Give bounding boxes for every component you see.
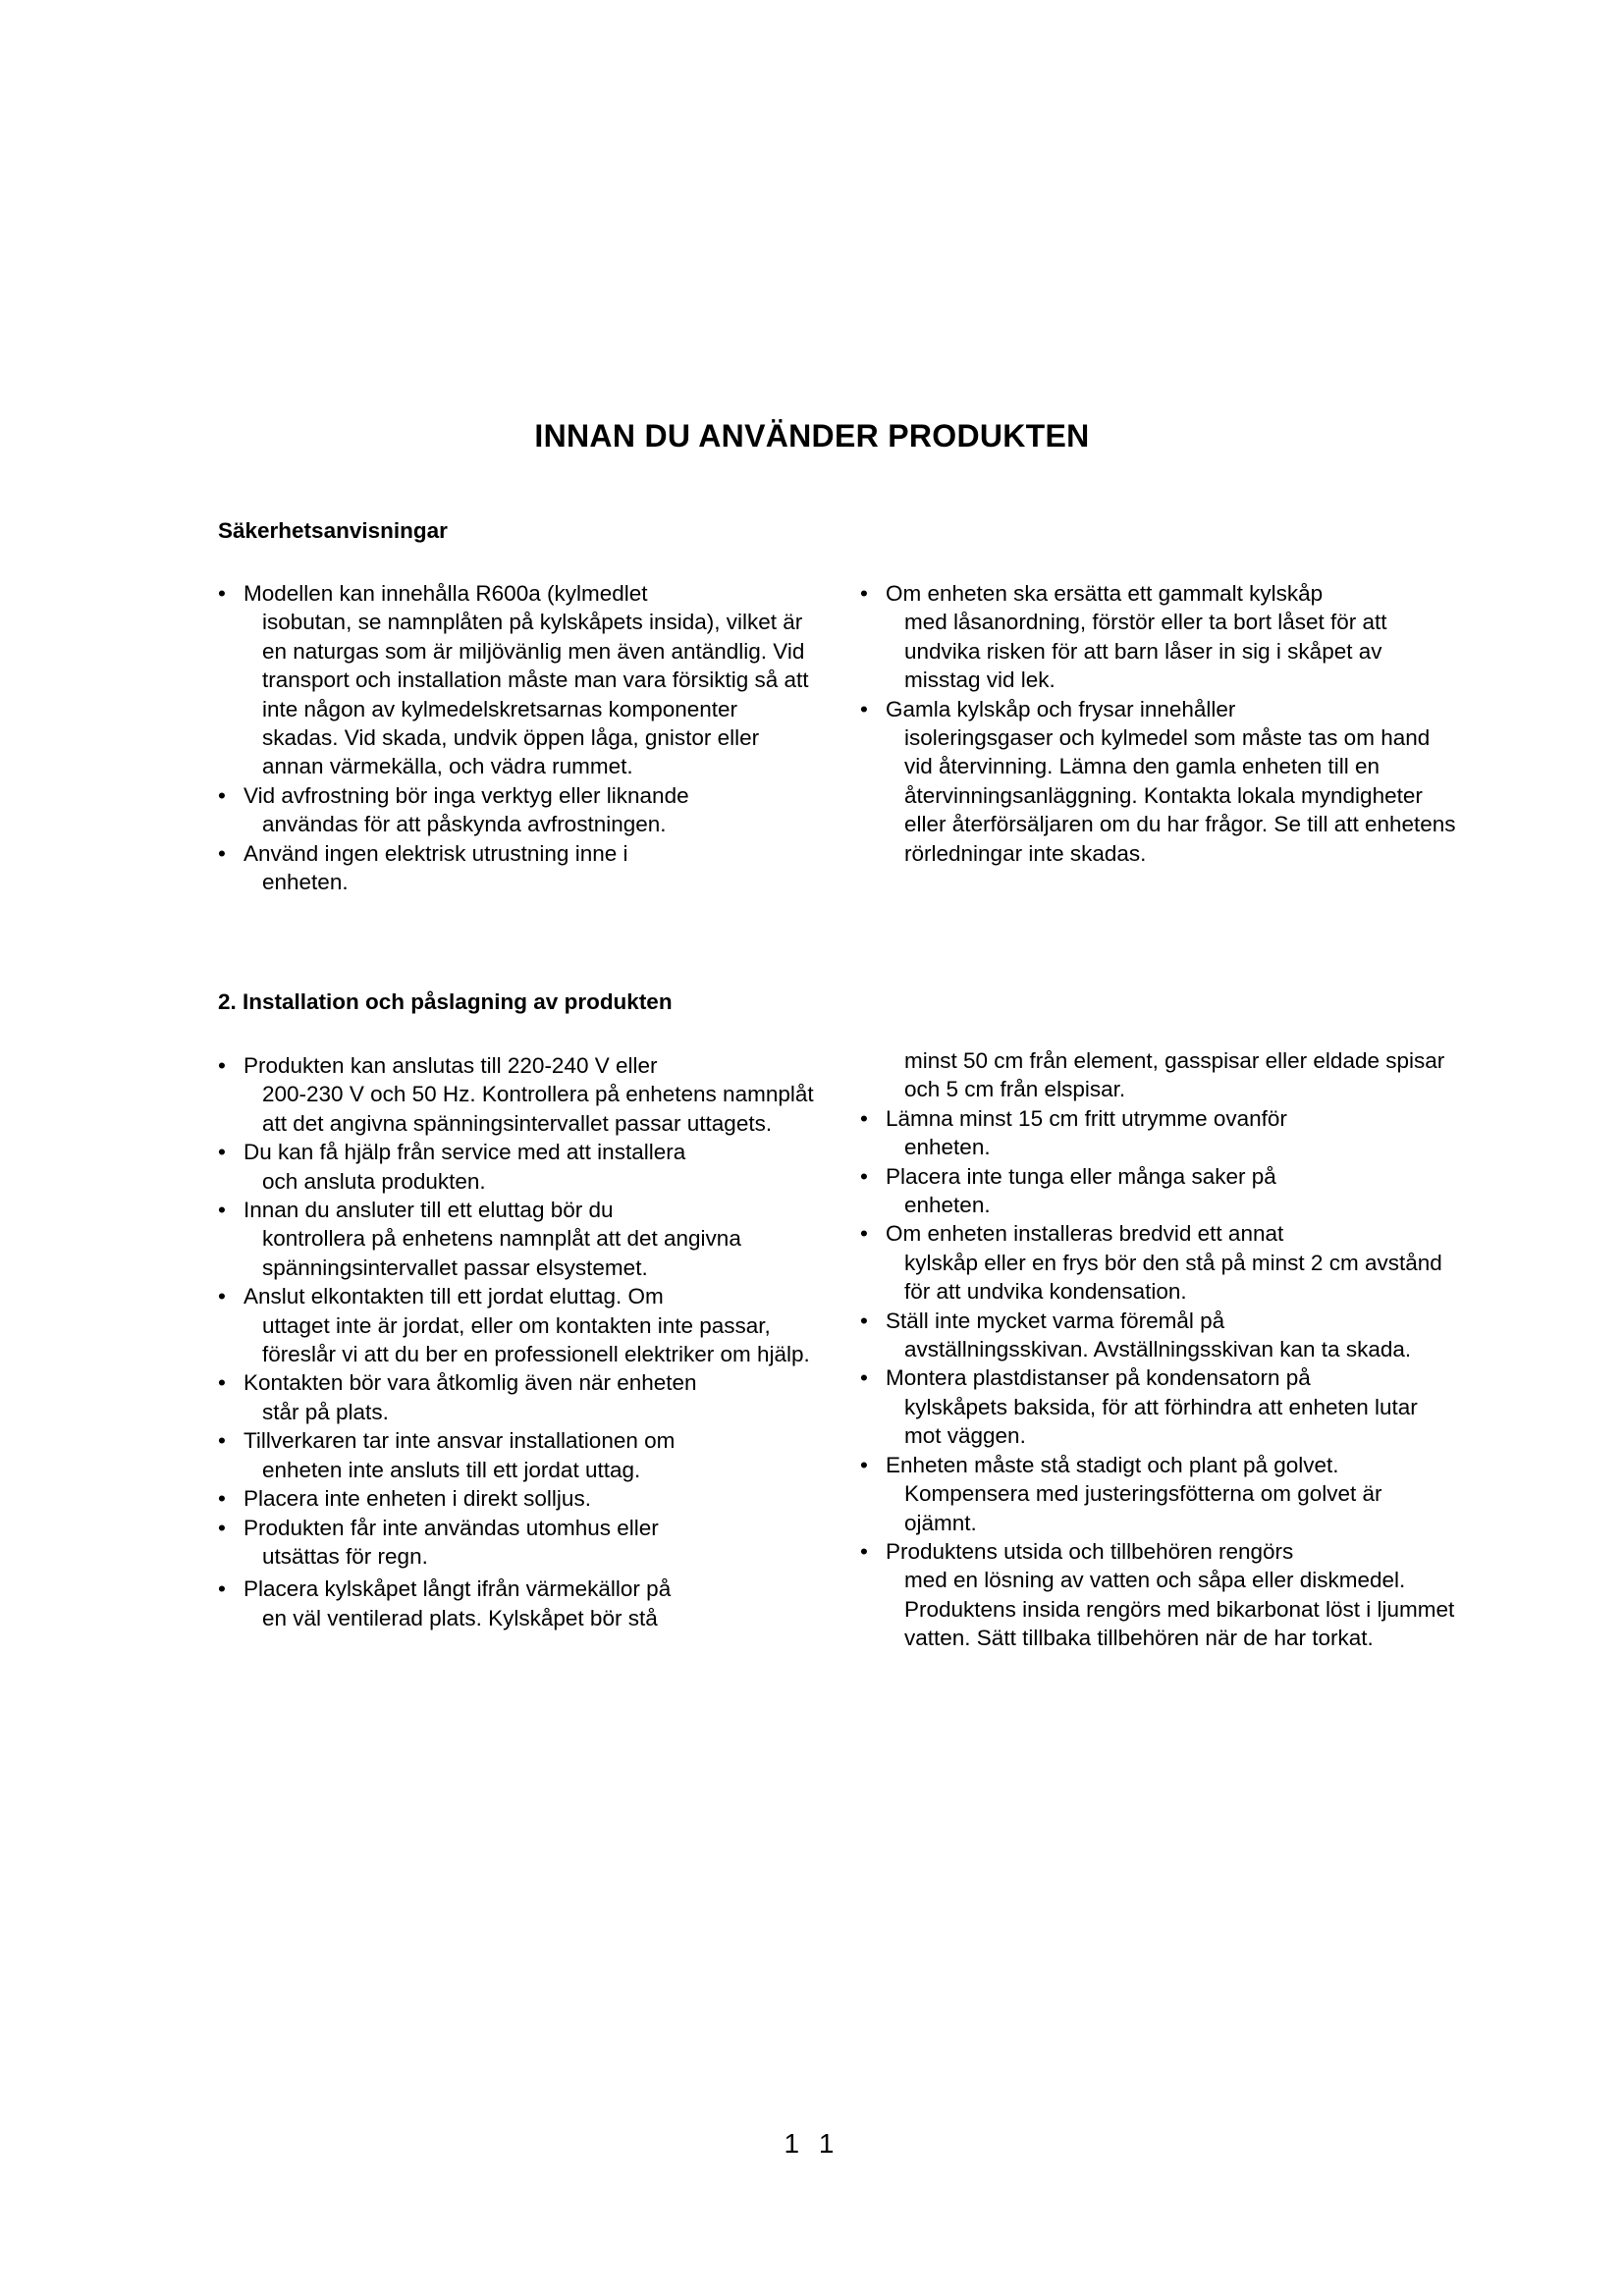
list-item-first-line: • Placera kylskåpet långt ifrån värmekällor på	[244, 1576, 672, 1602]
list-item-first-line: • Enheten måste stå stadigt och plant på golvet.	[886, 1452, 1339, 1477]
list-item	[218, 781, 817, 839]
list-item-rest: användas för att påskynda avfrostningen.	[262, 812, 667, 837]
list-item-first-line: • Produktens utsida och tillbehören rengörs	[886, 1538, 1294, 1564]
list-item-rest: enheten inte ansluts till ett jordat uttag.	[262, 1457, 641, 1482]
list-item-rest: står på plats.	[262, 1399, 389, 1424]
list-item	[218, 1575, 817, 1632]
page-number: 1 1	[784, 2128, 840, 2159]
list-item-rest: kylskåp eller en frys bör den stå på minst 2 cm avstånd för att undvika kondensation.	[904, 1250, 1442, 1305]
list-item-first-line: • Produkten kan anslutas till 220-240 V eller	[244, 1053, 658, 1078]
list-item-continuation: minst 50 cm från element, gasspisar eller eldade spisar och 5 cm från elspisar.	[904, 1048, 1445, 1102]
list-item-rest: med en lösning av vatten och såpa eller diskmedel. Produktens insida rengörs med bikarbonat löst i ljummet vatten. Sätt tillbaka tillbehören när de har torkat.	[904, 1568, 1455, 1651]
list-item	[860, 1537, 1459, 1653]
list-item	[860, 1162, 1459, 1220]
list-item-rest: isobutan, se namnplåten på kylskåpets insida), vilket är en naturgas som är miljövänlig men även antändlig. Vid transport och installation måste man vara försiktig så att inte någon av kylmedelskretsarnas komponenter skadas. Vid skada, undvik öppen låga, gnistor eller annan värmekälla, och vädra rummet.	[262, 610, 809, 779]
list-item-first-line: • Du kan få hjälp från service med att installera	[244, 1140, 686, 1165]
list-item-first-line: • Placera inte tunga eller många saker på	[886, 1163, 1276, 1189]
list-item-first-line: • Ställ inte mycket varma föremål på	[886, 1308, 1225, 1333]
list-item	[218, 1368, 817, 1426]
list-item-first-line: • Innan du ansluter till ett eluttag bör du	[244, 1198, 614, 1223]
list-item-first-line: • Anslut elkontakten till ett jordat eluttag. Om	[244, 1284, 664, 1309]
list-item-rest: uttaget inte är jordat, eller om kontakten inte passar, föreslår vi att du ber en professionell elektriker om hjälp.	[262, 1312, 810, 1367]
page-title: INNAN DU ANVÄNDER PRODUKTEN	[534, 418, 1090, 454]
list-item-first-line: • Vid avfrostning bör inga verktyg eller liknande	[244, 782, 689, 808]
safety-list-right	[860, 579, 1459, 868]
list-item	[218, 1484, 817, 1513]
list-item	[860, 1219, 1459, 1306]
list-item-first-line: • Gamla kylskåp och frysar innehåller	[886, 696, 1236, 721]
list-item	[860, 1307, 1459, 1364]
list-item-rest: enheten.	[904, 1135, 991, 1160]
list-item-first-line: • Produkten får inte användas utomhus eller	[244, 1515, 659, 1540]
list-item-first-line: • Placera inte enheten i direkt solljus.	[244, 1486, 591, 1512]
list-item-first-line: • Tillverkaren tar inte ansvar installationen om	[244, 1428, 676, 1454]
list-item	[218, 1138, 817, 1196]
list-item	[218, 1051, 817, 1138]
list-item-rest: kontrollera på enhetens namnplåt att det angivna spänningsintervallet passar elsystemet.	[262, 1226, 741, 1280]
list-item-rest: enheten.	[262, 870, 349, 895]
list-item	[218, 1426, 817, 1484]
list-item-rest: en väl ventilerad plats. Kylskåpet bör stå	[262, 1605, 658, 1630]
list-item-rest: isoleringsgaser och kylmedel som måste tas om hand vid återvinning. Lämna den gamla enheten till en återvinningsanläggning. Kontakta lokala myndigheter eller återförsäljaren om du har frågor. Se till att enhetens rörledningar inte skadas.	[904, 725, 1456, 866]
list-item-rest: utsättas för regn.	[262, 1543, 428, 1569]
safety-list-left	[218, 579, 817, 896]
list-item-first-line: • Om enheten ska ersätta ett gammalt kylskåp	[886, 581, 1324, 606]
section-heading-safety: Säkerhetsanvisningar	[218, 518, 448, 543]
list-item-first-line: • Kontakten bör vara åtkomlig även när enheten	[244, 1370, 697, 1396]
list-item-first-line: • Montera plastdistanser på kondensatorn på	[886, 1365, 1311, 1391]
list-item-rest: och ansluta produkten.	[262, 1168, 486, 1194]
list-item-rest: Kompensera med justeringsfötterna om golvet är ojämnt.	[904, 1481, 1382, 1535]
section-heading-installation: 2. Installation och påslagning av produkten	[218, 989, 673, 1014]
list-item	[860, 695, 1459, 868]
list-item-rest: 200-230 V och 50 Hz. Kontrollera på enhetens namnplåt att det angivna spänningsintervallet passar uttagets.	[262, 1082, 814, 1136]
list-item	[860, 1104, 1459, 1162]
list-item	[218, 839, 817, 897]
list-item-first-line: • Om enheten installeras bredvid ett annat	[886, 1221, 1284, 1247]
list-item-rest: enheten.	[904, 1193, 991, 1218]
list-item-first-line: • Modellen kan innehålla R600a (kylmedlet	[244, 581, 648, 606]
installation-list-right	[860, 1046, 1459, 1653]
list-item-rest: avställningsskivan. Avställningsskivan kan ta skada.	[904, 1337, 1412, 1362]
list-item	[860, 1451, 1459, 1537]
list-item-first-line: • Använd ingen elektrisk utrustning inne i	[244, 840, 628, 866]
list-item	[218, 1196, 817, 1282]
list-item	[218, 579, 817, 781]
list-item	[860, 579, 1459, 695]
list-item	[860, 1363, 1459, 1450]
list-item	[218, 1282, 817, 1368]
installation-list-left	[218, 1051, 817, 1632]
list-item	[218, 1514, 817, 1572]
list-item-rest: med låsanordning, förstör eller ta bort låset för att undvika risken för att barn låser in sig i skåpet av misstag vid lek.	[904, 610, 1387, 693]
list-item-rest: kylskåpets baksida, för att förhindra att enheten lutar mot väggen.	[904, 1394, 1418, 1449]
list-item-first-line: • Lämna minst 15 cm fritt utrymme ovanför	[886, 1105, 1287, 1131]
